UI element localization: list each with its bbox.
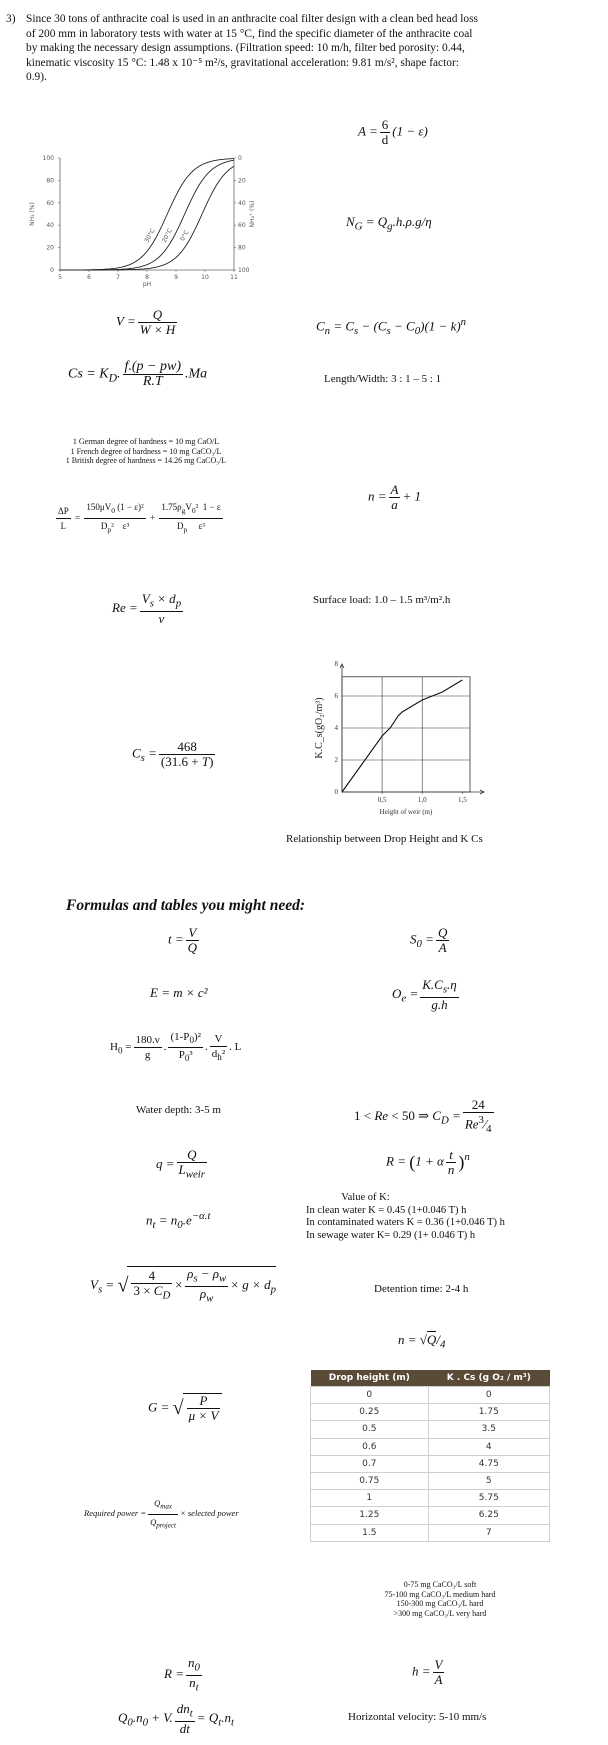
- table-cell: 0: [428, 1387, 549, 1404]
- y-tick-label: 2: [334, 756, 338, 764]
- formula-nt: $n_t = n_0.e^{-\alpha.t}$: [146, 1210, 211, 1231]
- weir-chart-caption: Relationship between Drop Height and K Cs: [286, 833, 483, 845]
- table-cell: 5.75: [428, 1490, 549, 1507]
- table-cell: 0.75: [311, 1472, 429, 1489]
- x-axis-label: Height of weir (m): [379, 808, 433, 816]
- x-tick-label: 8: [145, 274, 149, 281]
- k-values: [306, 1192, 505, 1242]
- question-text: Since 30 tons of anthracite coal is used in an anthracite coal filter design with a clean bed head loss of 200 mm in laboratory tests with water at 15 °C, find the specific diameter of the anthracite coal by making the necessary design assumptions. (Filtration speed: 10 m/h, filter bed porosity: 0.44, kinematic viscosity 15 °C: 1.48 x 10⁻⁵ m²/s, gravitational acceleration: 9.81 m/s², shape factor: 0.9).: [26, 13, 478, 84]
- formula-h0: $H_0$ = $\frac{180.\nu}{g}$ . $\frac{(1-P_0)^2}{P_0^3}$ . $\frac{V}{d_h^2}$ . L: [110, 1031, 242, 1064]
- water-depth-text: Water depth: 3-5 m: [136, 1104, 221, 1116]
- table-cell: 5: [428, 1472, 549, 1489]
- y-tick-label-right: 100: [238, 267, 250, 274]
- y-tick-label-left: 80: [46, 177, 54, 185]
- k-line: In sewage water K= 0.29 (1+ 0.046 T) h: [306, 1229, 476, 1241]
- y-tick-label-right: 0: [238, 155, 242, 162]
- y-tick-label-left: 0: [50, 267, 54, 274]
- table-cell: 3.5: [428, 1421, 549, 1438]
- hardness-class-line: 0-75 mg CaCO₃/L soft: [403, 1580, 477, 1589]
- formula-cs-temp: $C_s$ = $\frac{468}{(31.6 + T)}$: [132, 739, 214, 769]
- x-axis-label: pH: [142, 281, 152, 288]
- plot-frame: [342, 677, 470, 792]
- y-tick-label: 0: [334, 788, 338, 796]
- formula-vs: $V_s$ = √ $\frac{4}{3 \times C_D}$ × $\frac{\rho_s - \rho_w}{\rho_w}$ × $g \times d_p$: [90, 1266, 276, 1305]
- formula-h: h = $\frac{V}{A}$: [412, 1657, 443, 1687]
- ammonia-curve: [60, 160, 234, 270]
- formula-s0: $S_0$ = $\frac{Q}{A}$: [410, 925, 448, 955]
- formula-r-ratio: R = $\frac{n_0}{n_t}$: [164, 1655, 200, 1694]
- formula-mass-balance: $Q_0.n_0 + V$. $\frac{dn_t}{dt}$ = $Q_t.n_t$: [118, 1701, 234, 1736]
- k-line: In clean water K = 0.45 (1+0.046 T) h: [306, 1204, 467, 1216]
- hardness-line: 1 French degree of hardness = 10 mg CaCO₃/L: [70, 446, 222, 456]
- y-tick-label-left: 20: [46, 244, 54, 252]
- x-tick-label: 9: [174, 274, 178, 281]
- ammonia-chart: [22, 148, 262, 288]
- table-row: [311, 1404, 550, 1421]
- y-tick-label-right: 20: [238, 177, 246, 185]
- hardness-class-line: >300 mg CaCO₃/L very hard: [393, 1608, 487, 1618]
- formula-ergun: $\frac{\Delta P}{L}$ = $\frac{150\mu V_0 (1 - \varepsilon)^2}{D_p^2 \varepsilon^3}$ + $\frac{1.75\rho_gV_0^2 1 - \varepsilon}{D_p \varepsilon^3}$: [58, 502, 221, 534]
- y-tick-label-left: 100: [42, 155, 54, 162]
- curve-label: 0°C: [179, 229, 191, 243]
- table-cell: 0.25: [311, 1404, 429, 1421]
- y-tick-label: 8: [334, 660, 338, 668]
- table-row: [311, 1524, 550, 1541]
- detention-text: Detention time: 2-4 h: [374, 1283, 469, 1295]
- length-width-text: Length/Width: 3 : 1 – 5 : 1: [324, 373, 442, 385]
- horizontal-velocity-text: Horizontal velocity: 5-10 mm/s: [348, 1711, 487, 1723]
- table-cell: 1.75: [428, 1404, 549, 1421]
- table-cell: 0.5: [311, 1421, 429, 1438]
- y-tick-label: 4: [334, 724, 338, 732]
- formula-emc2: E = m × c²: [150, 985, 208, 1000]
- formula-n-a: n = $\frac{A}{a}$ + 1: [368, 482, 422, 512]
- formula-q-weir: q = $\frac{Q}{L_{weir}}$: [156, 1147, 206, 1181]
- formula-t: t = $\frac{V}{Q}$: [168, 925, 198, 955]
- x-tick-label: 1,0: [417, 796, 427, 804]
- section-title: Formulas and tables you might need:: [66, 897, 305, 914]
- y-tick-label-right: 40: [238, 199, 246, 207]
- formula-reynolds: Re = $\frac{V_s \times d_p}{\nu}$: [112, 591, 182, 626]
- formula-cn: $C_n = C_s - (C_s - C_0)(1 - k)^n$: [316, 316, 467, 337]
- x-tick-label: 6: [87, 274, 91, 281]
- hardness-line: 1 German degree of hardness = 10 mg CaO/L: [72, 437, 220, 446]
- table-row: [311, 1421, 550, 1438]
- y-tick-label-left: 60: [46, 199, 54, 207]
- ammonia-curve: [60, 166, 234, 270]
- table-cell: 4.75: [428, 1455, 549, 1472]
- ammonia-curve: [60, 159, 234, 270]
- table-cell: 0: [311, 1387, 429, 1404]
- table-row: [311, 1438, 550, 1455]
- y-tick-label-right: 60: [238, 222, 246, 230]
- curve-label: 30°C: [143, 227, 157, 244]
- y-tick-label: 6: [334, 692, 338, 700]
- table-cell: 0.7: [311, 1455, 429, 1472]
- y-tick-label-right: 80: [238, 244, 246, 252]
- y-axis-label-right: NH₄⁺ (%): [249, 200, 256, 228]
- formula-oe: $O_e$ = $\frac{K.C_s.\eta}{g.h}$: [392, 977, 457, 1012]
- surface-load-text: Surface load: 1.0 – 1.5 m³/m².h: [313, 594, 451, 606]
- formula-velocity: V = $\frac{Q}{W \times H}$: [116, 307, 176, 337]
- table-cell: 1.25: [311, 1507, 429, 1524]
- hardness-classes: [340, 1580, 540, 1618]
- table-row: [311, 1387, 550, 1404]
- formula-cd: 1 < Re < 50 ⇒ $C_D$ = $\frac{24}{Re^3⁄_4}$: [354, 1097, 492, 1135]
- drop-height-curve: [342, 680, 462, 792]
- x-tick-label: 0,5: [377, 796, 387, 804]
- y-tick-label-left: 40: [46, 222, 54, 230]
- x-tick-label: 1,5: [457, 796, 467, 804]
- table-header: Drop height (m): [311, 1370, 429, 1387]
- table-header: K . Cs (g O₂ / m³): [428, 1370, 549, 1387]
- table-cell: 7: [428, 1524, 549, 1541]
- table-cell: 6.25: [428, 1507, 549, 1524]
- formula-n-sqrtq: $n = √Q/_4$: [398, 1332, 446, 1351]
- question-number: 3): [6, 13, 16, 25]
- k-title: Value of K:: [341, 1192, 390, 1203]
- x-tick-label: 5: [58, 274, 62, 281]
- x-tick-label: 7: [116, 274, 120, 281]
- k-line: In contaminated waters K = 0.36 (1+0.046 T) h: [306, 1217, 505, 1228]
- hardness-class-line: 75-100 mg CaCO₃/L medium hard: [384, 1589, 496, 1599]
- table-cell: 1.5: [311, 1524, 429, 1541]
- formula-ng: $N_G = Q_g.h.\rho.g/\eta$: [346, 214, 432, 233]
- y-axis-label: K.C_s(gO₂/m³): [314, 697, 325, 759]
- y-axis-label-left: NH₃ (%): [29, 202, 36, 226]
- formula-cs-kd: $Cs = K_D$. $\frac{f.(p - pw)}{R.T}$ .Ma: [68, 359, 208, 389]
- table-row: [311, 1490, 550, 1507]
- formula-r-compound: R = (1 + α $\frac{t}{n}$ )$^n$: [386, 1147, 470, 1177]
- drop-height-table: [310, 1370, 550, 1542]
- hardness-line: 1 British degree of hardness = 14.26 mg CaCO₃/L: [65, 456, 227, 465]
- weir-chart: [312, 658, 532, 828]
- question-block: [6, 12, 481, 85]
- curve-label: 20°C: [160, 227, 174, 244]
- table-row: [311, 1455, 550, 1472]
- table-row: [311, 1507, 550, 1524]
- hardness-definitions: [46, 437, 246, 466]
- x-tick-label: 10: [201, 274, 209, 281]
- table-cell: 4: [428, 1438, 549, 1455]
- hardness-class-line: 150-300 mg CaCO₃/L hard: [396, 1599, 484, 1608]
- formula-g: G = √ $\frac{P}{\mu \times V}$: [148, 1393, 222, 1423]
- table-row: [311, 1472, 550, 1489]
- formula-specific-area: A = $\frac{6}{d}$ (1 − ε): [358, 117, 428, 147]
- table-cell: 1: [311, 1490, 429, 1507]
- formula-power: Required power = $\frac{Q_{max}}{Q_{project}}$ × selected power: [84, 1498, 239, 1530]
- table-cell: 0.6: [311, 1438, 429, 1455]
- x-tick-label: 11: [230, 274, 238, 281]
